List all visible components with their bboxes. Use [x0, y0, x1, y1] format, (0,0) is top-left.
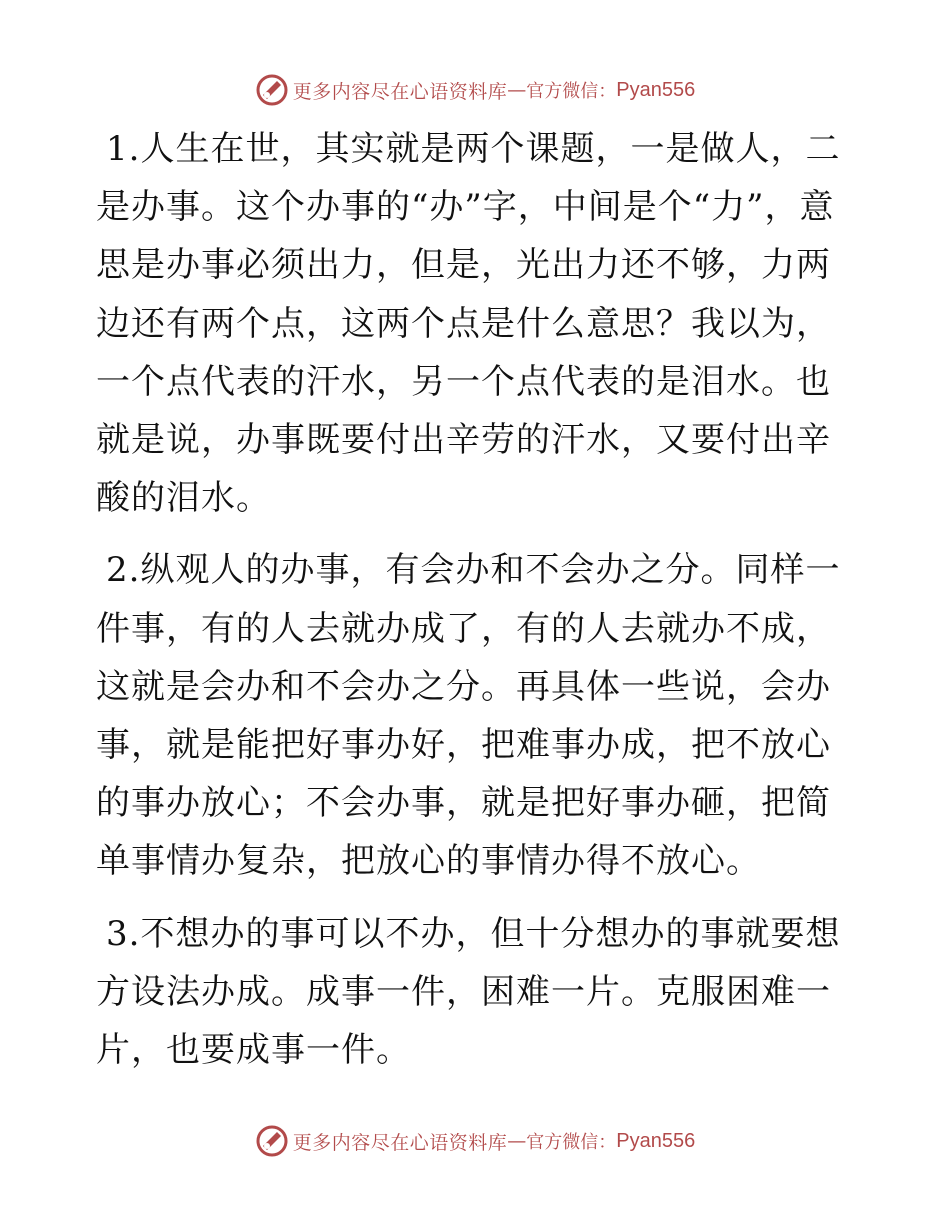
- header-brand-text: 更多内容尽在心语资料库: [292, 80, 508, 103]
- paragraph-2: 2.纵观人的办事，有会办和不会办之分。同样一件事，有的人去就办成了，有的人去就办不成，这就是会办和不会办之分。再具体一些说，会办事，就是能把好事办好，把难事办成，把不放心的事办放心；不会办事，就是把好事办砸，把简单事情办复杂，把放心的事情办得不放心。: [96, 550, 841, 882]
- footer-brand-text: 更多内容尽在心语资料库: [292, 1131, 508, 1154]
- paragraph-1: 1.人生在世，其实就是两个课题，一是做人，二是办事。这个办事的“办”字，中间是个“力”，意思是办事必须出力，但是，光出力还不够，力两边还有两个点，这两个点是什么意思？我以为，一个点代表的汗水，另一个点代表的是泪水。也就是说，办事既要付出辛劳的汗水，又要付出辛酸的泪水。: [96, 129, 841, 519]
- header-banner: [0, 70, 950, 110]
- document-body: [96, 120, 856, 1093]
- header-dash: —: [507, 79, 527, 101]
- footer-dash: —: [507, 1130, 527, 1152]
- brand-logo-icon: [255, 1124, 289, 1158]
- paragraph-3: 3.不想办的事可以不办，但十分想办的事就要想方设法办成。成事一件，困难一片。克服困难一片，也要成事一件。: [96, 913, 841, 1071]
- header-official-label: 官方微信：: [526, 81, 617, 102]
- footer-banner: [0, 1121, 950, 1161]
- brand-logo-icon: [255, 73, 289, 107]
- header-wechat-id: Pyan556: [616, 78, 696, 101]
- footer-official-label: 官方微信：: [526, 1132, 617, 1153]
- footer-wechat-id: Pyan556: [616, 1129, 696, 1152]
